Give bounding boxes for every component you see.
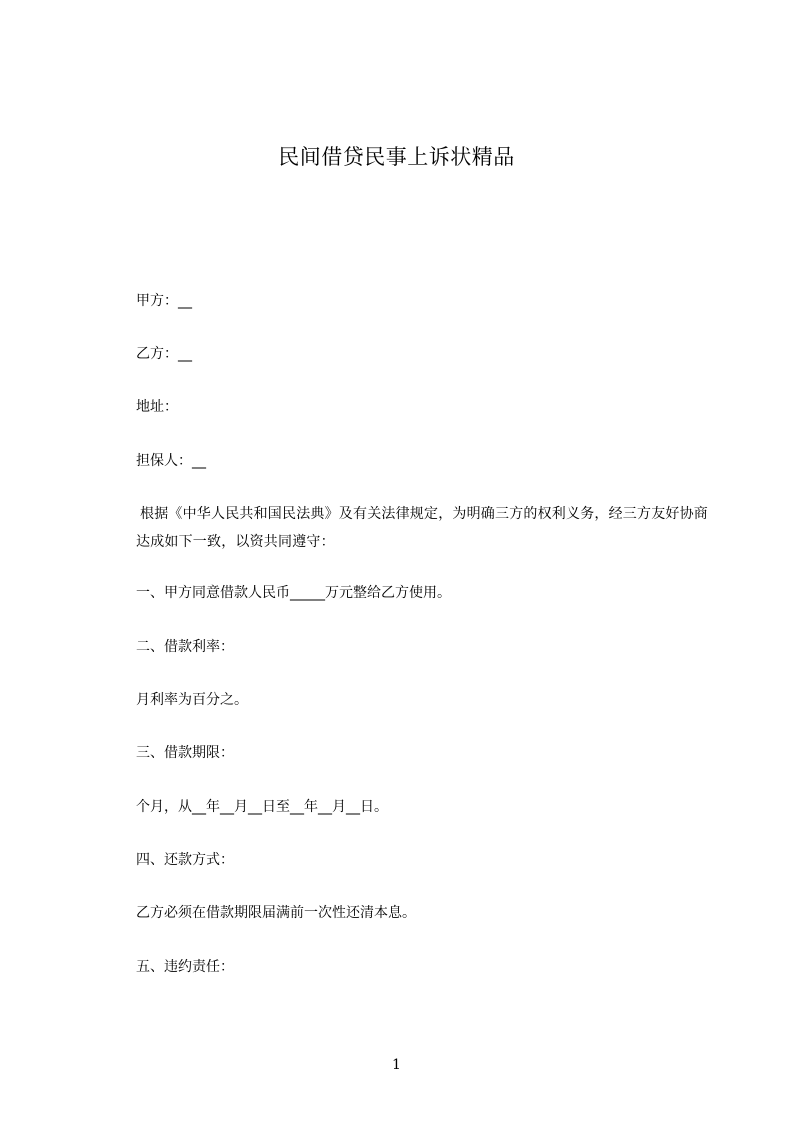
page-number: 1 — [392, 1057, 401, 1073]
clause-4-heading: 四、还款方式： — [136, 852, 234, 868]
preamble-paragraph: 根据《中华人民共和国民法典》及有关法律规定，为明确三方的权利义务，经三方友好协商达成如下一致，以资共同遵守： — [136, 506, 708, 550]
clause-5-heading: 五、违约责任： — [136, 959, 234, 975]
clause-4-text: 乙方必须在借款期限届满前一次性还清本息。 — [136, 905, 416, 921]
guarantor-line: 担保人：__ — [136, 453, 206, 469]
clause-2-heading: 二、借款利率： — [136, 639, 234, 655]
party-a-line: 甲方：__ — [136, 293, 192, 309]
clause-3-heading: 三、借款期限： — [136, 745, 234, 761]
address-line: 地址： — [136, 399, 178, 415]
clause-3-text: 个月，从__年__月__日至__年__月__日。 — [136, 799, 388, 815]
clause-1: 一、甲方同意借款人民币_____万元整给乙方使用。 — [136, 585, 451, 601]
clause-2-text: 月利率为百分之。 — [136, 692, 248, 708]
party-b-line: 乙方：__ — [136, 346, 192, 362]
document-title: 民间借贷民事上诉状精品 — [278, 145, 515, 169]
